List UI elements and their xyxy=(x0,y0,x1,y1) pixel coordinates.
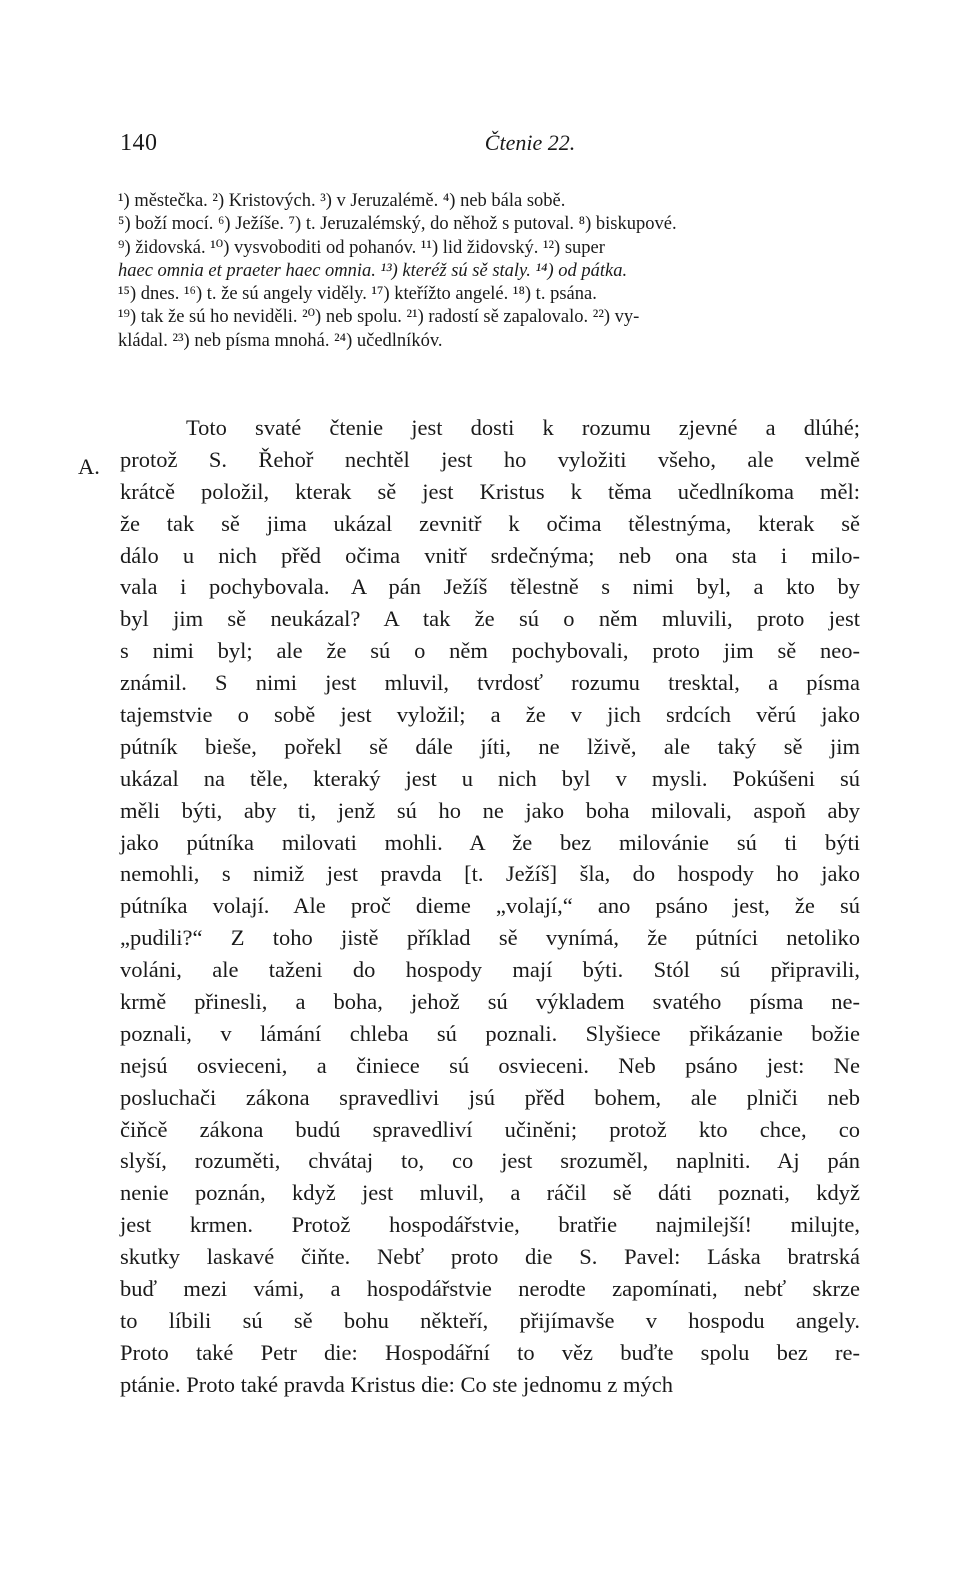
footnote-line: ¹) městečka. ²) Kristových. ³) v Jeruzalémě. ⁴) neb bála sobě. xyxy=(118,191,566,211)
body-line: ukázal na těle, kteraký jest u nich byl v mysli. Pokúšeni sú xyxy=(120,765,860,791)
footnote-line: ¹⁹) tak že sú ho neviděli. ²⁰) neb spolu. ²¹) radostí sě zapalovalo. ²²) vy- xyxy=(118,307,640,328)
body-line: tajemstvie o sobě jest vyložil; a že v jich srdcích věrú jako xyxy=(120,702,860,728)
body-line: měli býti, aby ti, jenž sú ho ne jako boha milovali, aspoň aby xyxy=(120,797,860,823)
body-line: voláni, ale taženi do hospody mají býti. Stól sú připravili, xyxy=(120,957,860,983)
body-line: protož S. Řehoř nechtěl jest ho vyložiti všeho, ale velmě xyxy=(120,446,860,472)
page-header xyxy=(120,130,860,162)
body-line: pútníka volají. Ale proč dieme „volají,“ ano psáno jest, že sú xyxy=(120,893,860,919)
body-line: jako pútníka milovati mohli. A že bez milovánie sú ti býti xyxy=(120,829,860,855)
footnote-line: ⁹) židovská. ¹⁰) vysvoboditi od pohanóv. ¹¹) lid židovský. ¹²) super xyxy=(118,237,605,258)
body-line: skutky laskavé čiňte. Nebť proto die S. Pavel: Láska bratrská xyxy=(120,1244,860,1270)
body-line: ptánie. Proto také pravda Kristus die: Co ste jednomu z mých xyxy=(120,1371,674,1397)
body-line: nemohli, s nimiž jest pravda [t. Ježíš] šla, do hospody ho jako xyxy=(120,861,860,887)
footnote-line: ¹⁵) dnes. ¹⁶) t. že sú angely viděly. ¹⁷) kteřížto angelé. ¹⁸) t. psána. xyxy=(118,284,597,305)
body-line: krmě přinesli, a boha, jehož sú výkladem svatého písma ne- xyxy=(120,989,860,1015)
running-title: Čtenie 22. xyxy=(484,130,576,155)
body-line: slyší, rozuměti, chvátaj to, co jest srozuměl, naplniti. Aj pán xyxy=(120,1148,860,1174)
body-line: nenie poznán, když jest mluvil, a ráčil sě dáti poznati, když xyxy=(120,1180,860,1206)
footnotes-block xyxy=(118,190,860,353)
body-line: pútník bieše, pořekl sě dále jíti, ne lživě, ale taký sě jim xyxy=(120,733,860,759)
footnote-line: kládal. ²³) neb písma mnohá. ²⁴) učedlníkóv. xyxy=(118,330,443,351)
body-line: nejsú osvieceni, a činiece sú osvieceni. Neb psáno jest: Ne xyxy=(120,1052,860,1078)
body-line: známil. S nimi jest mluvil, tvrdosť rozumu tresktal, a písma xyxy=(120,670,860,696)
body-line: jest krmen. Protož hospodářstvie, bratřie najmilejší! milujte, xyxy=(120,1212,860,1238)
margin-marker: A. xyxy=(78,454,100,479)
body-line: posluchači zákona spravedlivi jsú přěd bohem, ale plniči neb xyxy=(120,1084,860,1110)
body-line: že tak sě jima ukázal zevnitř k očima tělestnýma, kterak sě xyxy=(120,510,860,536)
body-line: Toto svaté čtenie jest dosti k rozumu zjevné a dlúhé; xyxy=(186,415,860,440)
body-line: dálo u nich přěd očima vnitř srdečnýma; neb ona sta i milo- xyxy=(120,542,860,568)
body-line: s nimi byl; ale že sú o něm pochybovali, proto jim sě neo- xyxy=(120,638,860,664)
footnote-line: ⁵) boží mocí. ⁶) Ježíše. ⁷) t. Jeruzalémský, do něhož s putoval. ⁸) biskupové. xyxy=(118,214,677,235)
body-line: vala i pochybovala. A pán Ježíš tělestně s nimi byl, a kto by xyxy=(120,574,860,600)
body-line: krátcě položil, kterak sě jest Kristus k těma učedlníkoma měl: xyxy=(120,478,860,504)
body-line: byl jim sě neukázal? A tak že sú o něm mluvili, proto jest xyxy=(120,606,860,632)
footnote-line: haec omnia et praeter haec omnia. ¹³) kteréž sú sě staly. ¹⁴) od pátka. xyxy=(118,260,628,281)
body-line: poznali, v lámání chleba sú poznali. Slyšiece přikázanie božie xyxy=(120,1020,860,1046)
body-line: to líbili sú sě bohu někteří, přijímavše v hospodu angely. xyxy=(120,1307,860,1333)
page-number: 140 xyxy=(120,130,158,156)
body-line: Proto také Petr die: Hospodářní to věz buďte spolu bez re- xyxy=(120,1339,860,1365)
body-text xyxy=(120,412,860,1401)
body-line: buď mezi vámi, a hospodářstvie nerodte zapomínati, nebť skrze xyxy=(120,1276,860,1302)
body-line: čiňcě zákona budú spravedliví učiněni; protož kto chce, co xyxy=(120,1116,860,1142)
body-line: „pudili?“ Z toho jistě příklad sě vynímá, že pútníci netoliko xyxy=(120,925,860,951)
